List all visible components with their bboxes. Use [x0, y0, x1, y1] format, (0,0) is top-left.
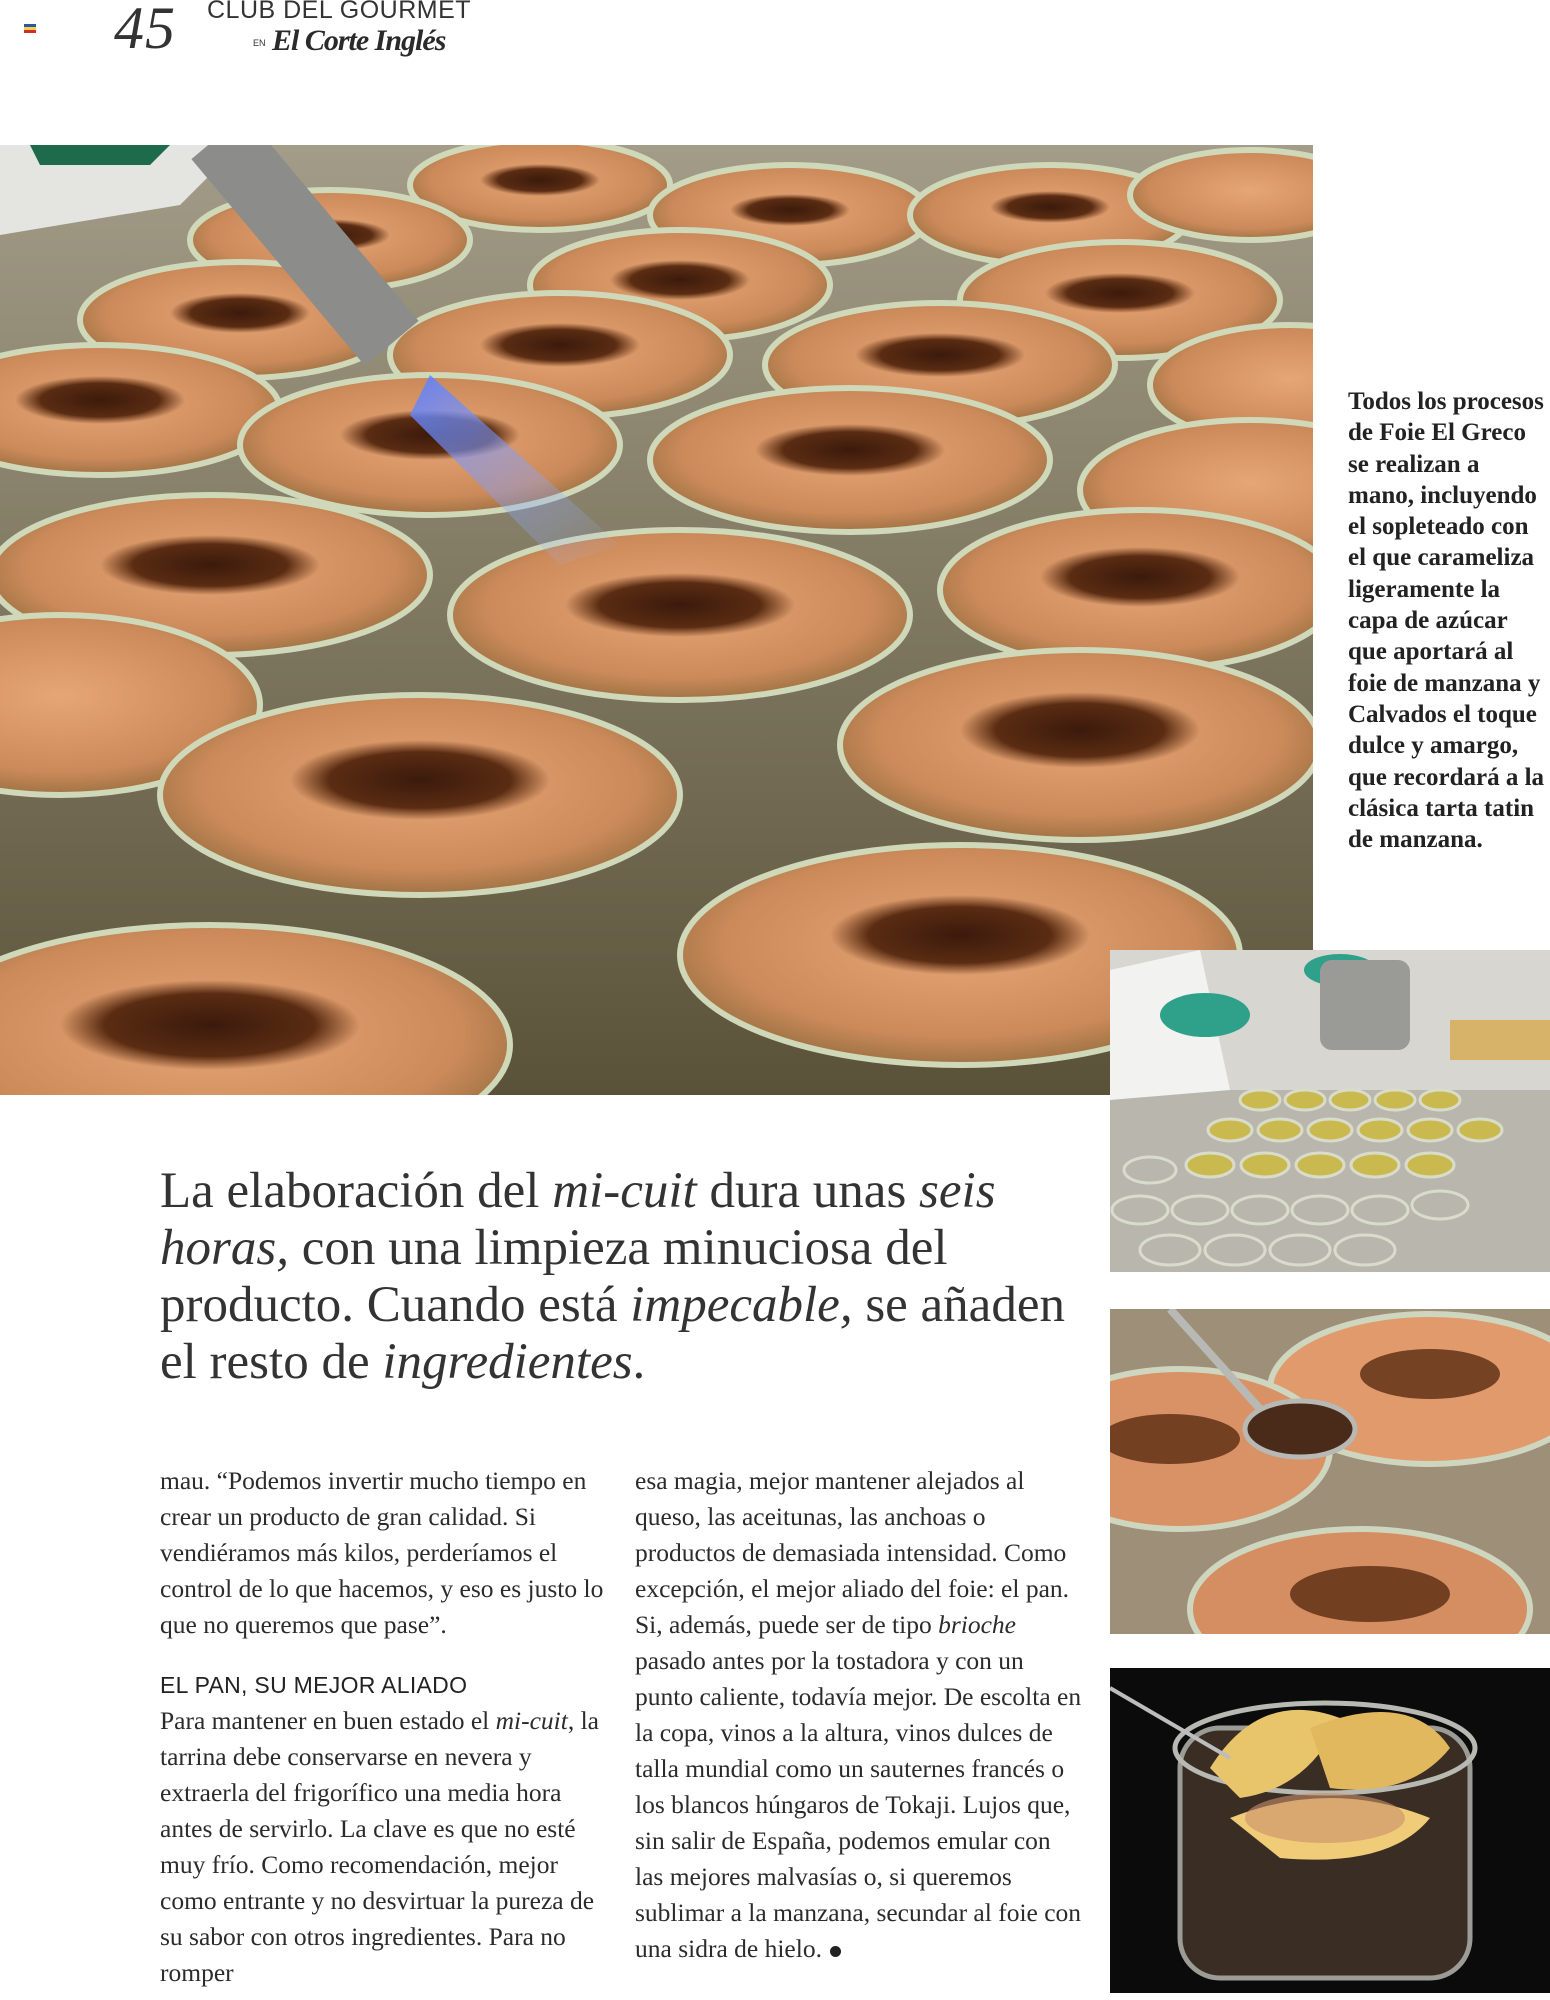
pull-quote-italic: impecable, — [630, 1277, 853, 1333]
pull-quote-italic: ingredientes — [382, 1334, 633, 1390]
end-mark-icon — [830, 1946, 841, 1957]
pull-quote-italic: seis horas, — [160, 1163, 996, 1276]
pull-quote-text: con una limpieza minuciosa del producto. Cuando está — [160, 1220, 948, 1333]
body-text: Para mantener en buen estado el — [160, 1706, 496, 1735]
section-subheading: EL PAN, SU MEJOR ALIADO — [160, 1672, 468, 1698]
magazine-en-label: EN — [253, 38, 266, 48]
body-text-italic: brioche — [938, 1610, 1016, 1639]
pull-quote-text: se añaden el resto de — [160, 1277, 1065, 1390]
photo-caption: Todos los procesos de Foie El Greco se realizan a mano, incluyendo el sopleteado con el que carameliza ligeramente la capa de azúcar que aportará al foie de manzana y Calvados el toque dulce y amargo, que recordará a la clásica tarta tatin de manzana. — [1348, 388, 1545, 854]
pull-quote-text: dura unas — [696, 1163, 920, 1219]
body-paragraph — [160, 1703, 610, 1991]
photo-filling-jars — [1110, 950, 1550, 1272]
photo-sugar-spoon — [1110, 1309, 1550, 1634]
pull-quote-text: . — [632, 1334, 646, 1390]
body-text: esa magia, mejor mantener alejados al queso, las aceitunas, las anchoas o productos de demasiada intensidad. Como excepción, el mejor aliado del foie: el pan. Si, además, puede ser de tipo — [635, 1466, 1070, 1639]
pull-quote-text: La elaboración del — [160, 1163, 553, 1219]
body-text-italic: mi-cuit — [495, 1706, 568, 1735]
body-paragraph: mau. “Podemos invertir mucho tiempo en crear un producto de gran calidad. Si vendiéramos más kilos, perderíamos el control de lo que hacemos, y eso es justo lo que no queremos que pase”. — [160, 1466, 604, 1639]
body-paragraph — [635, 1463, 1085, 1967]
body-column-left — [160, 1463, 610, 1991]
flag-icon — [24, 24, 36, 33]
body-text: pasado antes por la tostadora y con un punto caliente, todavía mejor. De escolta en la copa, vinos a la altura, vinos dulces de talla mundial como un sauternes francés o los blancos húngaros de Tokaji. Lujos que, sin salir de España, podemos emular con las mejores malvasías o, si queremos sublimar a la manzana, secundar al foie con una sidra de hielo. — [635, 1646, 1082, 1963]
photo-apple-jar — [1110, 1668, 1550, 1993]
page-number: 45 — [114, 0, 176, 61]
pull-quote-italic: mi-cuit — [552, 1163, 697, 1219]
body-column-right — [635, 1463, 1085, 1967]
body-text: , la tarrina debe conservarse en nevera y extraerla del frigorífico una media hora antes de servirlo. La clave es que no esté muy frío. Como recomendación, mejor como entrante y no desvirtuar la pureza de su sabor con otros ingredientes. Para no romper — [160, 1706, 599, 1987]
magazine-title: CLUB DEL GOURMET — [207, 0, 472, 24]
pull-quote — [160, 1163, 1080, 1391]
brand-logo: El Corte Inglés — [272, 24, 446, 57]
